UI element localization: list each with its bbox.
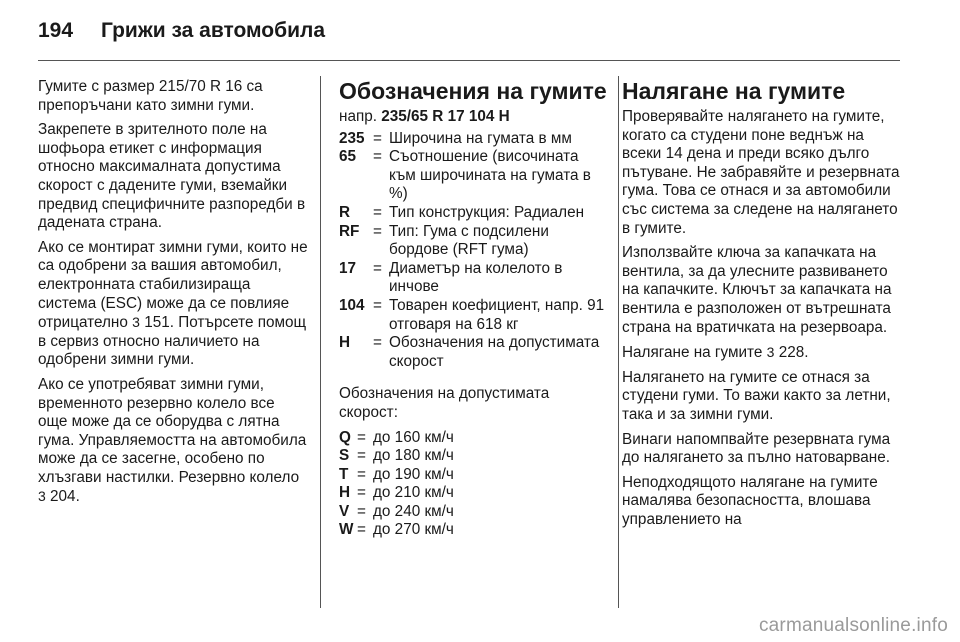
- definition-key: 235: [339, 129, 365, 147]
- section-heading: Налягане на гумите: [622, 78, 846, 104]
- page-header: [0, 0, 960, 60]
- header-divider: [38, 60, 900, 61]
- definition-row: [339, 260, 609, 297]
- definition-row: [339, 148, 609, 204]
- example-line: напр. 235/65 R 17 104 H: [339, 108, 510, 125]
- definition-value: Съотношение (височината към широчината на гумата в %): [389, 148, 591, 203]
- speed-symbol: T: [339, 465, 349, 483]
- definition-value: Тип: Гума с подсилени бордове (RFT гума): [389, 222, 549, 259]
- page-reference-number: 204.: [50, 488, 80, 506]
- paragraph: Ако се употребяват зимни гуми, временното резервно колело все още може да се оборудва с лятна гума. Управляемостта на автомобила може да се засегне, особено по хлъзгави настилки. Резервно колело 3 204.: [38, 375, 307, 506]
- equals-sign: =: [357, 484, 366, 502]
- paragraph: Налягането на гумите се отнася за студени гуми. То важи както за летни, така и за зимни гуми.: [622, 368, 891, 423]
- speed-symbol: S: [339, 447, 350, 465]
- column-winter-tyres: [38, 78, 308, 513]
- speed-value: до 160 км/ч: [373, 428, 454, 446]
- speed-value: до 240 км/ч: [373, 502, 454, 520]
- definition-row: [339, 130, 609, 149]
- page-reference-link[interactable]: [767, 344, 809, 361]
- page-reference-icon: 3: [132, 314, 140, 331]
- speed-symbol: W: [339, 521, 354, 539]
- speed-value: до 210 км/ч: [373, 484, 454, 502]
- definition-row: [339, 223, 609, 260]
- column-tyre-pressure: [622, 78, 902, 535]
- definition-key: 65: [339, 148, 357, 166]
- column-tyre-designations: [339, 78, 609, 540]
- speed-rating-row: [339, 429, 609, 448]
- paragraph: Проверявайте налягането на гумите, когато са студени поне веднъж на всеки 14 дена и преди всяко дълго пътуване. Не забравяйте и резервната гума. Това се отнася и за автомобили със система за следене на налягането в гумите.: [622, 108, 900, 237]
- definition-value: Товарен коефициент, напр. 91 отговаря на 618 кг: [389, 296, 605, 333]
- definition-key: H: [339, 334, 351, 352]
- paragraph: Неподходящото налягане на гумите намалява безопасността, влошава управлението на: [622, 473, 878, 528]
- page-reference-number: 151: [144, 314, 170, 332]
- equals-sign: =: [357, 502, 366, 520]
- equals-sign: =: [357, 521, 366, 539]
- page-reference-icon: 3: [766, 344, 775, 361]
- paragraph: Налягане на гумите 3 228.: [622, 344, 809, 362]
- definition-key: 17: [339, 259, 357, 277]
- page-reference-link[interactable]: [132, 314, 170, 331]
- speed-symbol: V: [339, 502, 350, 520]
- equals-sign: =: [357, 447, 366, 465]
- speed-rating-row: [339, 447, 609, 466]
- equals-sign: =: [357, 465, 366, 483]
- page-number: 194: [38, 19, 74, 42]
- speed-rating-row: [339, 521, 609, 540]
- page-reference-link[interactable]: [38, 488, 80, 505]
- speed-value: до 180 км/ч: [373, 447, 454, 465]
- speed-value: до 190 км/ч: [373, 465, 454, 483]
- definition-value: Тип конструкция: Радиален: [389, 203, 585, 221]
- definition-row: [339, 204, 609, 223]
- column-divider-1: [320, 76, 321, 608]
- equals-sign: =: [373, 296, 382, 314]
- watermark: carmanualsonline.info: [758, 615, 948, 636]
- definition-key: RF: [339, 222, 360, 240]
- paragraph: Винаги напомпвайте резервната гума до налягането за пълно натоварване.: [622, 430, 891, 467]
- definition-value: Обозначения на допустимата скорост: [389, 334, 600, 370]
- speed-rating-row: [339, 503, 609, 522]
- speed-rating-row: [339, 466, 609, 485]
- example-code: 235/65 R 17 104 H: [381, 108, 510, 125]
- speed-value: до 270 км/ч: [373, 521, 454, 539]
- column-divider-2: [618, 76, 619, 608]
- paragraph: Ако се монтират зимни гуми, които не са одобрени за вашия автомобил, електронната стабилизираща система (ESC) може да се повлияе отрицателно 3 151. Потърсете помощ в сервиз относно наличието на одобрени зимни гуми.: [38, 238, 308, 369]
- page-reference-icon: 3: [38, 488, 46, 505]
- speed-symbol: H: [339, 484, 351, 502]
- paragraph: Гумите с размер 215/70 R 16 са препоръчани като зимни гуми.: [38, 78, 263, 114]
- equals-sign: =: [373, 203, 382, 221]
- equals-sign: =: [373, 148, 382, 166]
- definition-key: R: [339, 203, 351, 221]
- definition-value: Широчина на гумата в мм: [389, 129, 572, 147]
- page-reference-number: 228.: [778, 344, 809, 362]
- equals-sign: =: [373, 222, 382, 240]
- section-heading: Обозначения на гумите: [339, 78, 607, 104]
- paragraph: Използвайте ключа за капачката на вентила, за да улесните развиването на капачките. Ключът за капачката на вентила е разположен от вътрешната страна на вратичката на резервоара.: [622, 244, 892, 336]
- speed-intro: Обозначения на допустимата скорост:: [339, 385, 550, 421]
- speed-symbol: Q: [339, 428, 351, 446]
- paragraph: Закрепете в зрителното поле на шофьора етикет с информация относно максималната допустима скорост с дадените гуми, вземайки предвид специфичните разпоредби в дадената страна.: [38, 121, 306, 232]
- equals-sign: =: [373, 129, 382, 147]
- definition-key: 104: [339, 296, 365, 314]
- definition-list: [339, 130, 609, 372]
- speed-rating-row: [339, 484, 609, 503]
- page-title: Грижи за автомобила: [101, 19, 326, 42]
- equals-sign: =: [357, 428, 366, 446]
- equals-sign: =: [373, 334, 382, 352]
- definition-value: Диаметър на колелото в инчове: [389, 259, 563, 296]
- definition-row: [339, 334, 609, 371]
- definition-row: [339, 297, 609, 334]
- speed-rating-list: [339, 429, 609, 541]
- equals-sign: =: [373, 259, 382, 277]
